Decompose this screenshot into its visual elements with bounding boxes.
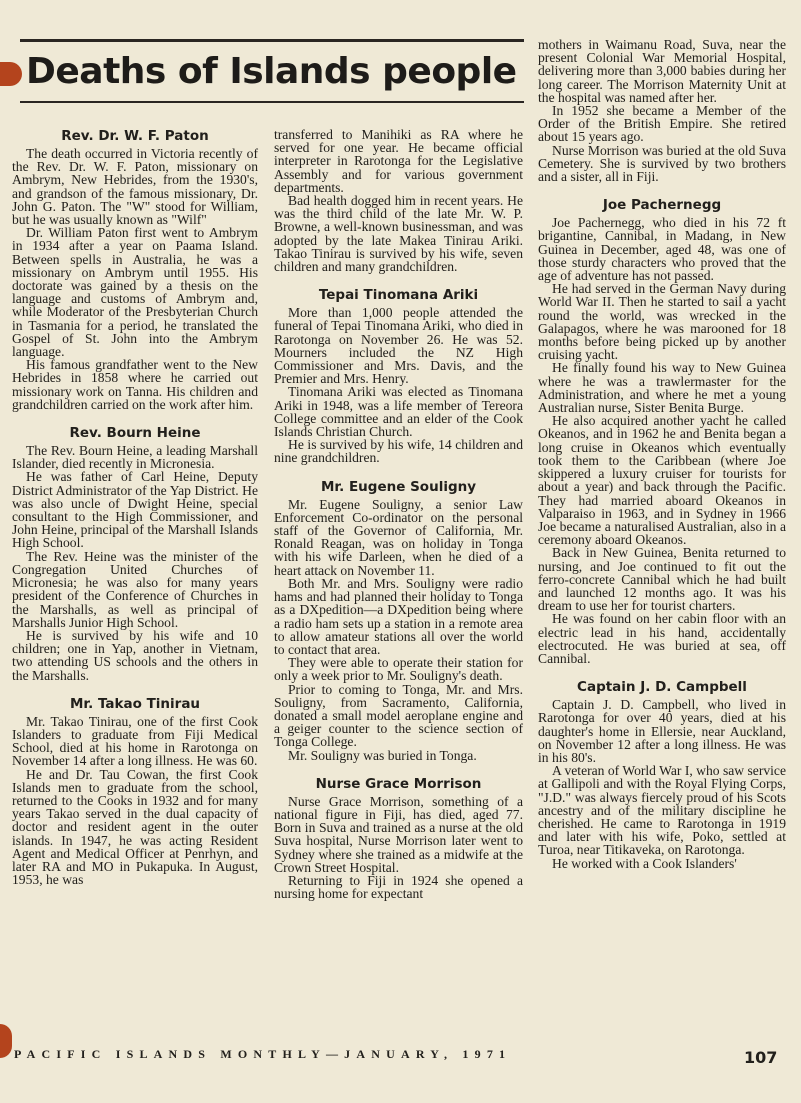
obituary-paragraph: Tinomana Ariki was elected as Tinomana Ariki in 1948, was a life member of Tereora College committee and an elder of the Cook Islands Christian Church.: [274, 384, 523, 440]
obituary-paragraph: He had served in the German Navy during World War II. Then he started to sail a yacht round the world, was wrecked in the Galapagos, where he was marooned for 18 months before being picked up by another cruising yacht.: [538, 281, 786, 363]
obituary-paragraph: Captain J. D. Campbell, who lived in Rarotonga for over 40 years, died at his daughter's home in Ellersie, near Auckland, on November 12 after a long illness. He was in his 80's.: [538, 697, 786, 765]
obituary-paragraph: The death occurred in Victoria recently of the Rev. Dr. W. F. Paton, missionary on Ambrym, New Hebrides, from the 1930's, and grandson of the famous missionary, Dr. John G. Paton. The "W" stood for William, but he was usually known as "Wilf": [12, 146, 258, 228]
obituary-paragraph: mothers in Waimanu Road, Suva, near the present Colonial War Memorial Hospital, delivering more than 3,000 babies during her long career. The Morrison Maternity Unit at the hospital was named after her.: [538, 37, 786, 105]
obituary-paragraph: He is survived by his wife, 14 children and nine grandchildren.: [274, 437, 523, 466]
obituary-paragraph: He was father of Carl Heine, Deputy District Administrator of the Yap District. He was also uncle of Dwight Heine, special consultant to the High Commissioner, and John Heine, principal of the Marshall Islands High School.: [12, 469, 258, 551]
obituary-paragraph: He finally found his way to New Guinea where he was a trawlermaster for the Administration, and where he met a young Australian nurse, Sister Benita Burge.: [538, 360, 786, 416]
obituary-paragraph: transferred to Manihiki as RA where he served for one year. He became official interpreter in Rarotonga for the Legislative Assembly and for various government departments.: [274, 127, 523, 195]
obituary-paragraph: He worked with a Cook Islanders': [552, 855, 737, 871]
page-number: 107: [744, 1048, 778, 1067]
obituary-paragraph: Both Mr. and Mrs. Souligny were radio hams and had planned their holiday to Tonga as a DXpedition—a DXpedition being where a radio ham sets up a station in a remote area to allow amateur stations all over the world to contact that area.: [274, 575, 523, 657]
obituary-paragraph: Nurse Grace Morrison, something of a national figure in Fiji, has died, aged 77. Born in Suva and trained as a nurse at the old Suva hospital, Nurse Morrison later went to Sydney where she trained as a midwife at the Crown Street Hospital.: [274, 793, 523, 875]
obituary-paragraph: He also acquired another yacht he called Okeanos, and in 1962 he and Benita began a long cruise in Okeanos which eventually took them to the Caribbean (where Joe skippered a luxury cruiser for tourists for about a year) and back through the Pacific. They had married aboard Okeanos in Valparaiso in 1963, and in Sydney in 1966 Joe became a naturalised Australian, also in a ceremony aboard Okeanos.: [538, 413, 786, 548]
obituary-paragraph: Nurse Morrison was buried at the old Suva Cemetery. She is survived by two brothers and a sister, all in Fiji.: [538, 142, 786, 185]
column-3: [538, 38, 786, 870]
page-headline: Deaths of Islands people: [26, 51, 517, 92]
column-1: [12, 127, 258, 886]
obituary-paragraph: Mr. Eugene Souligny, a senior Law Enforcement Co-ordinator on the personal staff of the Governor of California, Mr. Ronald Reagan, was on holiday in Tonga with his wife Darleen, when he died of a heart attack on November 11.: [274, 496, 523, 578]
obituary-heading: Captain J. D. Campbell: [577, 679, 747, 696]
obituary-paragraph: The Rev. Heine was the minister of the Congregation United Churches of Micronesia; he was also for many years president of the Conference of Churches in the Marshalls, as well as principal of Marshalls Junior High School.: [12, 548, 258, 630]
obituary-paragraph: A veteran of World War I, who saw service at Gallipoli and with the Royal Flying Corps, "J.D." was always fiercely proud of his Scots ancestry and of the military discipline he cherished. He came to Rarotonga in 1919 and later with his wife, Poko, settled at Turoa, near Titikaveka, on Rarotonga.: [538, 763, 786, 858]
obituary-heading: Mr. Takao Tinirau: [69, 695, 201, 712]
footer-publication-line: PACIFIC ISLANDS MONTHLY—JANUARY, 1971: [14, 1047, 512, 1061]
obituary-paragraph: He is survived by his wife and 10 children; one in Yap, another in Vietnam, two attending US schools and the others in the Marshalls.: [12, 627, 258, 683]
obituary-paragraph: More than 1,000 people attended the funeral of Tepai Tinomana Ariki, who died in Rarotonga on November 26. He was 52. Mourners included the NZ High Commissioner and Mrs. Davis, and the Premier and Mrs. Henry.: [274, 305, 523, 387]
obituary-heading: Nurse Grace Morrison: [315, 775, 482, 792]
obituary-paragraph: Mr. Takao Tinirau, one of the first Cook Islanders to graduate from Fiji Medical School, died at his home in Rarotonga on November 14 after a long illness. He was 60.: [12, 713, 258, 769]
obituary-paragraph: He and Dr. Tau Cowan, the first Cook Islands men to graduate from the school, returned to the Cooks in 1932 and for many years Takao served in the dual capacity of doctor and resident agent in the outer islands. In 1947, he was acting Resident Agent and Medical Officer at Penrhyn, and later RA and MO in Pukapuka. In August, 1953, he was: [12, 766, 258, 888]
obituary-paragraph: Back in New Guinea, Benita returned to nursing, and Joe continued to fit out the ferro-concrete Cannibal which he had built and launched 12 months ago. It was his dream to use her for tourist charters.: [538, 545, 786, 614]
headline-accent-mark: [0, 62, 22, 86]
obituary-paragraph: Bad health dogged him in recent years. He was the third child of the late Mr. W. P. Browne, a well-known businessman, and was adopted by the late Makea Tinirau Ariki. Takao Tinirau is survived by his wife, seven children and many grandchildren.: [274, 193, 523, 275]
headline-rule: [20, 101, 524, 103]
obituary-paragraph: In 1952 she became a Member of the Order of the British Empire. She retired about 15 years ago.: [538, 103, 786, 145]
obituary-paragraph: The Rev. Bourn Heine, a leading Marshall Islander, died recently in Micronesia.: [12, 443, 258, 472]
obituary-heading: Mr. Eugene Souligny: [320, 478, 477, 495]
obituary-paragraph: Joe Pachernegg, who died in his 72 ft brigantine, Cannibal, in Madang, in New Guinea in December, aged 48, was one of those sturdy characters who proved that the age of adventure has not passed.: [538, 215, 786, 284]
top-rule: [20, 39, 524, 42]
obituary-heading: Tepai Tinomana Ariki: [318, 287, 479, 304]
column-2: [274, 128, 523, 900]
obituary-paragraph: Dr. William Paton first went to Ambrym in 1934 after a year on Paama Island. Between spells in Australia, he was a missionary on Ambrym until 1955. His doctorate was gained by a thesis on the language and customs of Ambrym and, while Moderator of the Presbyterian Church in Tasmania for a period, he translated the Gospel of St. John into the Ambrym language.: [12, 225, 258, 360]
footer-accent-mark: [0, 1024, 12, 1058]
obituary-paragraph: Mr. Souligny was buried in Tonga.: [288, 747, 477, 763]
obituary-paragraph: His famous grandfather went to the New Hebrides in 1858 where he carried out missionary work on Tanna. His children and grandchildren carried on the work after him.: [12, 357, 258, 412]
obituary-heading: Joe Pachernegg: [602, 197, 722, 214]
obituary-paragraph: He was found on her cabin floor with an electric lead in his hand, accidentally electrocuted. He was buried at sea, off Cannibal.: [538, 611, 786, 666]
obituary-heading: Rev. Bourn Heine: [69, 425, 201, 442]
obituary-paragraph: They were able to operate their station for only a week prior to Mr. Souligny's death.: [274, 655, 523, 684]
obituary-paragraph: Prior to coming to Tonga, Mr. and Mrs. Souligny, from Sacramento, California, donated a small model aeroplane engine and a geiger counter to the science section of Tonga College.: [274, 681, 523, 750]
obituary-heading: Rev. Dr. W. F. Paton: [61, 128, 209, 144]
obituary-paragraph: Returning to Fiji in 1924 she opened a nursing home for expectant: [274, 872, 523, 902]
